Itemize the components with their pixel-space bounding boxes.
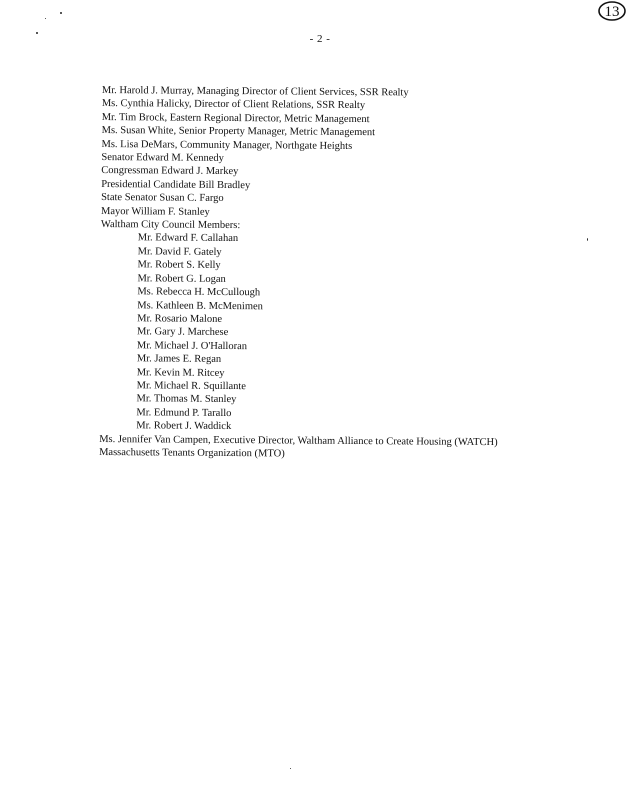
council-member: Mr. Robert S. Kelly — [137, 259, 221, 272]
recipient-line: Massachusetts Tenants Organization (MTO) — [99, 446, 285, 460]
recipient-line: Ms. Lisa DeMars, Community Manager, Northgate Heights — [101, 138, 353, 152]
recipient-line: Ms. Susan White, Senior Property Manager, Metric Management — [101, 125, 376, 139]
svg-text:13: 13 — [604, 4, 620, 20]
council-member: Mr. Rosario Malone — [137, 313, 223, 325]
council-heading: Waltham City Council Members: — [100, 219, 241, 232]
council-member: Mr. James E. Regan — [136, 353, 222, 366]
cc-recipient-list — [99, 84, 612, 463]
recipient-line: Presidential Candidate Bill Bradley — [101, 178, 251, 192]
handwritten-page-mark — [597, 0, 627, 22]
recipient-line: Mr. Tim Brock, Eastern Regional Director, Metric Management — [101, 111, 370, 125]
scan-speck — [45, 18, 46, 19]
council-member: Mr. Robert G. Logan — [137, 272, 226, 285]
scan-speck — [60, 12, 62, 14]
scan-speck — [290, 768, 291, 769]
council-member: Mr. Edmund P. Tarallo — [136, 407, 232, 419]
council-member: Ms. Rebecca H. McCullough — [137, 286, 261, 299]
council-member: Mr. Gary J. Marchese — [137, 326, 229, 339]
recipient-line: Mayor William F. Stanley — [100, 205, 210, 218]
council-member: Ms. Kathleen B. McMenimen — [137, 299, 263, 312]
council-member: Mr. Robert J. Waddick — [136, 420, 232, 433]
council-member: Mr. David F. Gately — [137, 246, 222, 258]
recipient-line: Ms. Jennifer Van Campen, Executive Director, Waltham Alliance to Create Housing (WATCH) — [99, 433, 498, 448]
council-member: Mr. Michael R. Squillante — [136, 380, 247, 393]
council-member: Mr. Michael J. O'Halloran — [136, 340, 248, 352]
recipient-line: Mr. Harold J. Murray, Managing Director of Client Services, SSR Realty — [101, 84, 409, 99]
recipient-line: Senator Edward M. Kennedy — [101, 152, 224, 164]
recipient-line: State Senator Susan C. Fargo — [101, 192, 224, 205]
recipient-line: Congressman Edward J. Markey — [101, 165, 239, 178]
council-member: Mr. Thomas M. Stanley — [136, 393, 237, 406]
council-member: Mr. Kevin M. Ritcey — [136, 366, 225, 379]
council-member: Mr. Edward F. Callahan — [137, 232, 239, 245]
recipient-line: Ms. Cynthia Halicky, Director of Client Relations, SSR Realty — [101, 98, 366, 112]
page-number: - 2 - — [309, 33, 331, 45]
